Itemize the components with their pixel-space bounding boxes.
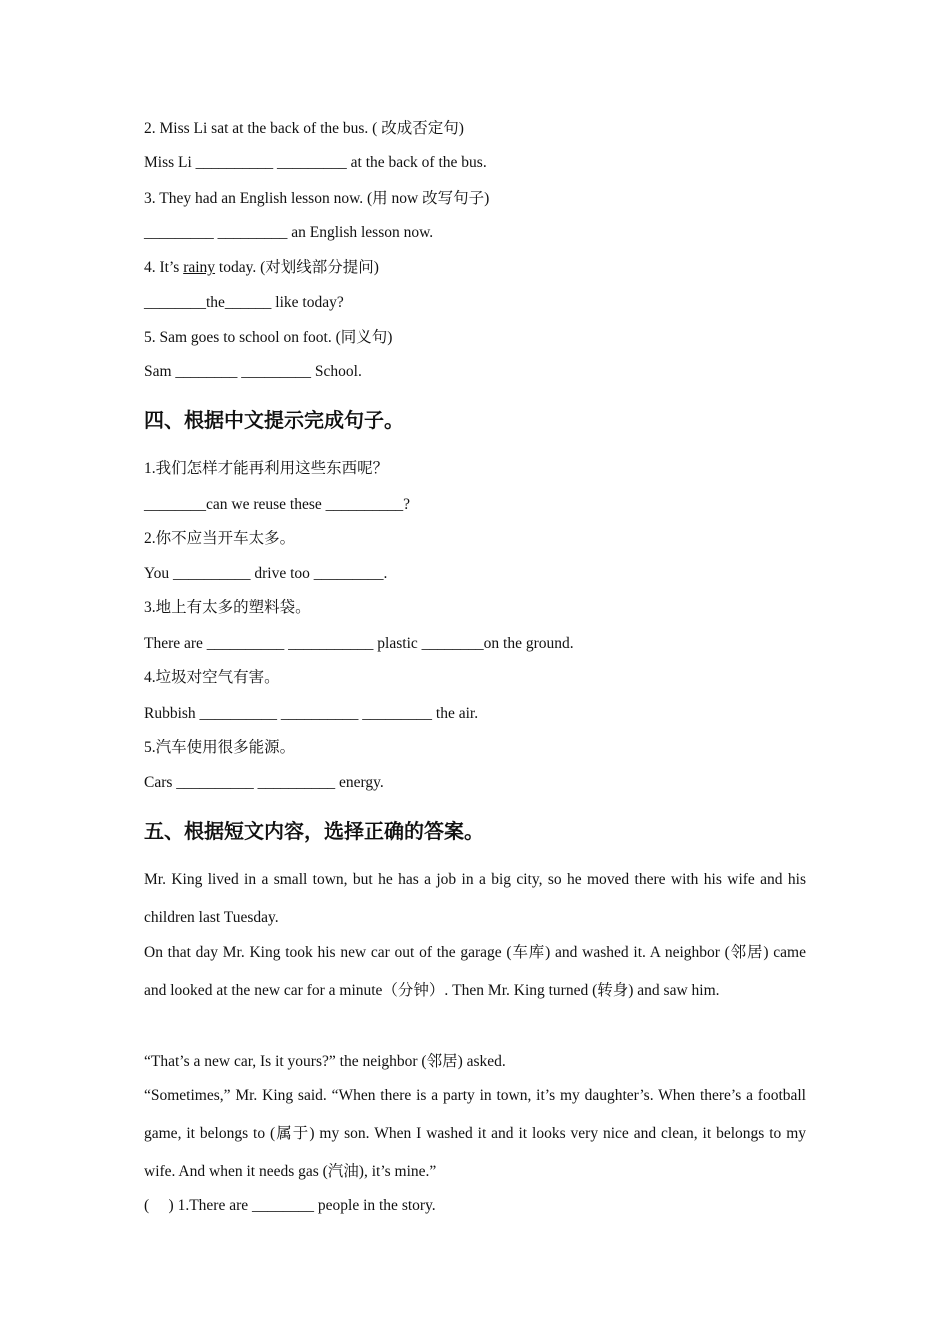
s4-answer-4: Rubbish __________ __________ _________ the air. bbox=[144, 705, 479, 722]
passage-paragraph-2: On that day Mr. King took his new car out of the garage (车库) and washed it. A neighbor (邻居) came and looked at the new car for a minute（分钟）. Then Mr. King turned (转身) and saw him. bbox=[144, 944, 806, 999]
s4-question-5: 5.汽车使用很多能源。 bbox=[144, 739, 296, 756]
s4-question-2: 2.你不应当开车太多。 bbox=[144, 530, 296, 547]
section-4-heading: 四、根据中文提示完成句子。 bbox=[144, 408, 404, 432]
s4-answer-2: You __________ drive too _________. bbox=[144, 565, 388, 582]
s3-answer-2: Miss Li __________ _________ at the back of the bus. bbox=[144, 154, 487, 171]
q4-prefix: 4. It’s bbox=[144, 259, 184, 276]
s5-question-1: ( ) 1.There are ________ people in the story. bbox=[144, 1197, 436, 1214]
s4-question-3: 3.地上有太多的塑料袋。 bbox=[144, 599, 311, 616]
s4-answer-5: Cars __________ __________ energy. bbox=[144, 774, 384, 791]
s4-question-1: 1.我们怎样才能再利用这些东西呢？ bbox=[144, 460, 389, 477]
passage-paragraph-1: Mr. King lived in a small town, but he has a job in a big city, so he moved there with his wife and his children last Tuesday. bbox=[144, 871, 806, 926]
passage-paragraph-3: “That’s a new car, Is it yours?” the neighbor (邻居) asked. bbox=[144, 1053, 506, 1070]
s3-answer-5: Sam ________ _________ School. bbox=[144, 363, 362, 380]
s4-answer-1: ________can we reuse these __________? bbox=[144, 496, 411, 513]
s3-question-2: 2. Miss Li sat at the back of the bus. ( 改成否定句) bbox=[144, 120, 464, 137]
s3-question-3: 3. They had an English lesson now. (用 now 改写句子) bbox=[144, 190, 490, 207]
s3-answer-3: _________ _________ an English lesson now. bbox=[144, 224, 434, 241]
s3-answer-4: ________the______ like today? bbox=[144, 294, 344, 311]
s4-answer-3: There are __________ ___________ plastic ________on the ground. bbox=[144, 635, 574, 652]
q4-underlined-word: rainy bbox=[183, 259, 216, 276]
section-5-heading: 五、根据短文内容，选择正确的答案。 bbox=[144, 819, 484, 843]
passage-paragraph-4: “Sometimes,” Mr. King said. “When there is a party in town, it’s my daughter’s. When there’s a football game, it belongs to (属于) my son. When I washed it and it looks very nice and clean, it belongs to my wife. And when it needs gas (汽油), it’s mine.” bbox=[144, 1087, 806, 1180]
s3-question-5: 5. Sam goes to school on foot. (同义句) bbox=[144, 329, 393, 346]
q4-suffix: today. (对划线部分提问) bbox=[215, 259, 379, 276]
s3-question-4 bbox=[144, 258, 808, 278]
s4-question-4: 4.垃圾对空气有害。 bbox=[144, 669, 280, 686]
